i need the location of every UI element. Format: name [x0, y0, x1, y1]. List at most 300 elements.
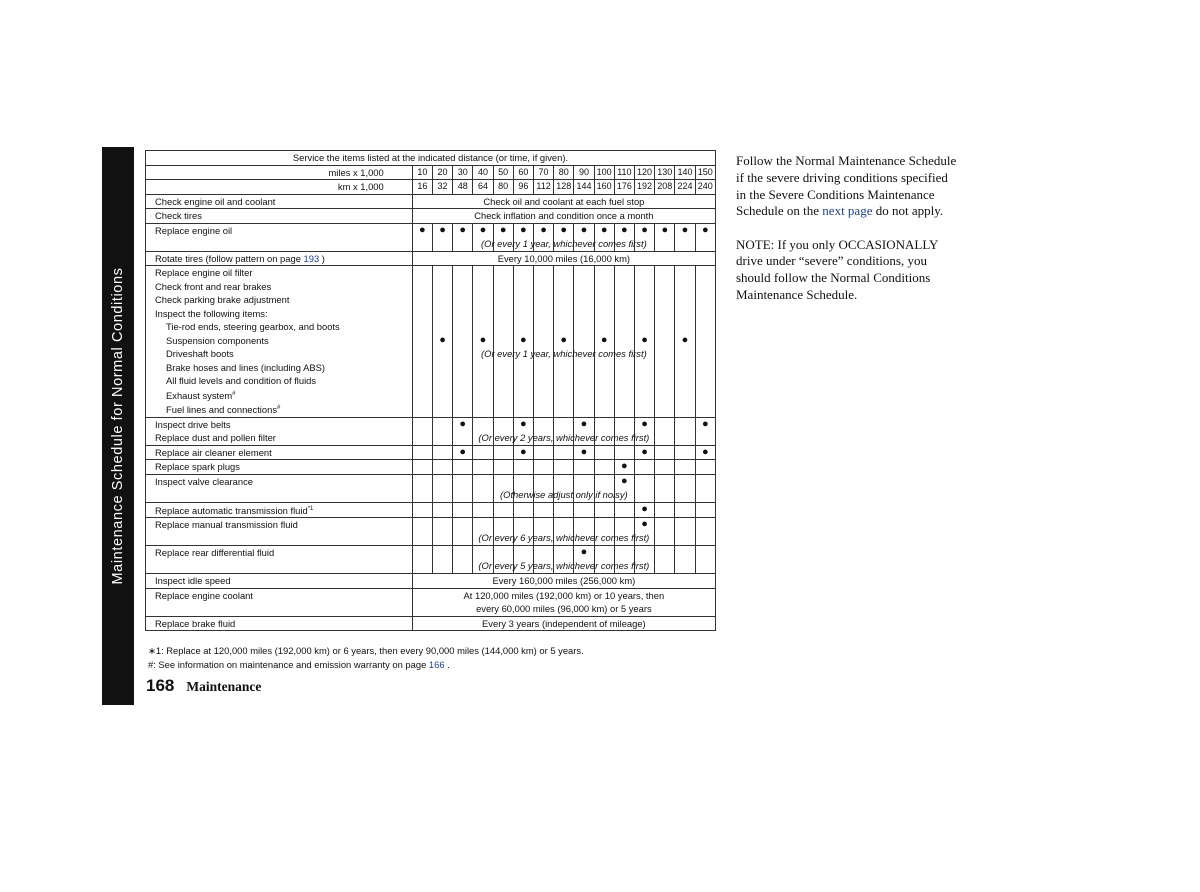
rear-diff-label — [146, 546, 413, 560]
schedule-cell — [493, 266, 513, 280]
miles-value: 100 — [594, 165, 614, 180]
schedule-cell — [594, 502, 614, 518]
note-2-years: (Or every 2 years, whichever comes first) — [478, 431, 650, 443]
inspection-group-row — [146, 402, 716, 417]
schedule-cell — [655, 388, 675, 403]
footnote-2 — [148, 659, 450, 670]
schedule-cell — [513, 402, 533, 417]
intro-end: do not apply. — [872, 203, 944, 219]
schedule-cell — [432, 402, 452, 417]
schedule-cell — [655, 280, 675, 294]
note-noisy: (Otherwise adjust only if noisy) — [500, 488, 628, 500]
schedule-cell — [594, 431, 614, 445]
schedule-cell — [473, 460, 493, 475]
schedule-cell — [675, 460, 695, 475]
km-row — [146, 180, 716, 195]
km-value: 144 — [574, 180, 594, 195]
schedule-cell — [614, 347, 634, 361]
schedule-cell — [634, 532, 654, 546]
schedule-cell — [493, 417, 513, 431]
service-dot — [412, 223, 432, 237]
schedule-cell — [412, 546, 432, 560]
schedule-cell — [695, 361, 715, 375]
page-footer — [146, 676, 261, 696]
schedule-cell — [655, 532, 675, 546]
schedule-cell — [513, 320, 533, 334]
schedule-cell — [473, 445, 493, 460]
schedule-cell — [594, 488, 614, 502]
schedule-cell — [675, 293, 695, 307]
schedule-cell — [695, 334, 715, 348]
schedule-cell — [574, 388, 594, 403]
schedule-cell — [493, 560, 513, 574]
dot-mark: ● — [419, 223, 426, 236]
schedule-cell — [634, 293, 654, 307]
schedule-cell — [614, 280, 634, 294]
schedule-cell — [695, 560, 715, 574]
schedule-cell — [695, 474, 715, 488]
km-value: 48 — [453, 180, 473, 195]
schedule-cell — [634, 488, 654, 502]
km-value: 240 — [695, 180, 715, 195]
service-dot — [453, 223, 473, 237]
schedule-cell — [614, 361, 634, 375]
schedule-cell — [453, 266, 473, 280]
schedule-cell — [594, 388, 614, 403]
schedule-cell — [614, 445, 634, 460]
schedule-cell — [453, 347, 473, 361]
dot-mark: ● — [479, 333, 487, 346]
schedule-cell — [473, 431, 493, 445]
schedule-cell — [493, 532, 513, 546]
schedule-cell — [412, 374, 432, 388]
miles-value: 110 — [614, 165, 634, 180]
schedule-cell — [695, 388, 715, 403]
mtf-label — [146, 532, 413, 546]
label-text: Suspension components — [166, 334, 269, 346]
label-text: Replace engine oil filter — [155, 267, 253, 278]
service-dot — [675, 334, 695, 348]
inspection-group-row — [146, 293, 716, 307]
schedule-cell — [634, 460, 654, 475]
inspection-group-label — [146, 266, 413, 280]
rotate-end: ) — [319, 252, 325, 264]
schedule-cell — [533, 334, 553, 348]
inspection-group-label — [146, 374, 413, 388]
label-text: Replace spark plugs — [155, 461, 240, 473]
inspection-group-row — [146, 374, 716, 388]
service-dot — [453, 417, 473, 431]
schedule-cell — [614, 488, 634, 502]
dot-mark: ● — [520, 417, 527, 430]
footnote-1: ∗1: Replace at 120,000 miles (192,000 km) or 6 years, then every 90,000 miles (144,000 km) or 5 years. — [148, 645, 584, 656]
schedule-cell — [493, 488, 513, 502]
schedule-cell — [453, 431, 473, 445]
km-value: 112 — [533, 180, 553, 195]
miles-value: 50 — [493, 165, 513, 180]
service-dot — [634, 223, 654, 237]
coolant-row — [146, 588, 716, 602]
schedule-cell — [513, 347, 533, 361]
note-1-year: (Or every 1 year, whichever comes first) — [481, 237, 647, 249]
schedule-cell — [695, 293, 715, 307]
schedule-cell — [473, 307, 493, 321]
page-section: Maintenance — [186, 679, 262, 694]
maintenance-schedule-table — [145, 150, 716, 631]
schedule-cell — [513, 374, 533, 388]
schedule-cell — [614, 237, 634, 251]
spark-plugs-row — [146, 460, 716, 475]
schedule-cell — [493, 445, 513, 460]
schedule-cell — [574, 402, 594, 417]
schedule-cell — [513, 237, 533, 251]
inspection-group-label — [146, 320, 413, 334]
schedule-cell — [695, 237, 715, 251]
schedule-cell — [675, 546, 695, 560]
schedule-cell — [513, 293, 533, 307]
label-text: Check front and rear brakes — [155, 280, 272, 292]
schedule-cell — [655, 320, 675, 334]
schedule-cell — [412, 532, 432, 546]
air-cleaner-label — [146, 445, 413, 460]
schedule-cell — [412, 445, 432, 460]
schedule-cell — [554, 502, 574, 518]
label-text: Inspect valve clearance — [155, 475, 253, 487]
schedule-cell — [634, 320, 654, 334]
replace-engine-oil-row — [146, 237, 716, 251]
service-dot — [634, 417, 654, 431]
dot-mark: ● — [621, 474, 628, 487]
service-dot — [655, 223, 675, 237]
schedule-cell — [634, 374, 654, 388]
schedule-cell — [533, 546, 553, 560]
schedule-cell — [432, 361, 452, 375]
dot-mark: ● — [520, 333, 527, 346]
dot-mark: ● — [701, 445, 709, 458]
service-dot — [614, 474, 634, 488]
side-tab — [102, 147, 134, 705]
mtf-row — [146, 518, 716, 532]
schedule-cell — [634, 361, 654, 375]
schedule-cell — [432, 460, 452, 475]
note-5-years: (Or every 5 years, whichever comes first) — [478, 560, 650, 572]
valve-clearance-label — [146, 474, 413, 488]
service-dot — [634, 334, 654, 348]
km-value: 32 — [432, 180, 452, 195]
service-dot — [594, 223, 614, 237]
schedule-cell — [412, 402, 432, 417]
schedule-cell — [594, 560, 614, 574]
schedule-cell — [513, 361, 533, 375]
schedule-cell — [675, 266, 695, 280]
miles-value: 40 — [473, 165, 493, 180]
note-1-year-group: (Or every 1 year, whichever comes first) — [481, 347, 647, 359]
intro-paragraph — [736, 153, 961, 220]
schedule-cell — [412, 293, 432, 307]
rotate-page-link[interactable]: 193 — [303, 252, 320, 264]
km-value: 80 — [493, 180, 513, 195]
schedule-cell — [533, 361, 553, 375]
check-oil-coolant-label: Check engine oil and coolant — [146, 194, 413, 209]
miles-value: 140 — [675, 165, 695, 180]
dot-mark: ● — [681, 333, 689, 346]
schedule-cell — [533, 402, 553, 417]
km-value: 208 — [655, 180, 675, 195]
schedule-cell — [453, 374, 473, 388]
service-dot — [554, 223, 574, 237]
valve-clearance-row — [146, 488, 716, 502]
schedule-cell — [554, 488, 574, 502]
valve-clearance-row — [146, 474, 716, 488]
schedule-cell — [675, 361, 695, 375]
schedule-cell — [453, 546, 473, 560]
label-text: Check parking brake adjustment — [155, 294, 290, 305]
schedule-cell — [533, 460, 553, 475]
idle-speed-label: Inspect idle speed — [146, 574, 413, 589]
next-page-link[interactable]: next page — [822, 203, 873, 219]
schedule-cell — [695, 518, 715, 532]
coolant-value-1: At 120,000 miles (192,000 km) or 10 years, then — [412, 588, 715, 602]
dot-mark: ● — [701, 223, 709, 236]
schedule-cell — [473, 474, 493, 488]
schedule-cell — [634, 388, 654, 403]
check-oil-coolant-row — [146, 194, 716, 209]
schedule-cell — [634, 237, 654, 251]
schedule-cell — [473, 518, 493, 532]
schedule-cell — [614, 320, 634, 334]
intro-text: Follow the Normal Maintenance Schedule if the severe driving conditions specified in the Severe Conditions Maintenance Schedule on the — [736, 153, 957, 219]
replace-engine-oil-row — [146, 223, 716, 237]
dot-mark: ● — [701, 417, 709, 430]
schedule-cell — [594, 474, 614, 488]
rear-diff-label — [146, 560, 413, 574]
schedule-cell — [675, 374, 695, 388]
label-text: Inspect the following items: — [155, 307, 268, 319]
dot-mark: ● — [641, 223, 648, 236]
schedule-cell — [655, 488, 675, 502]
dot-mark: ● — [580, 546, 588, 559]
schedule-cell — [634, 280, 654, 294]
right-column — [736, 153, 961, 320]
schedule-cell — [432, 502, 452, 518]
schedule-cell — [634, 546, 654, 560]
schedule-cell — [432, 431, 452, 445]
service-dot — [513, 223, 533, 237]
miles-value: 120 — [634, 165, 654, 180]
schedule-cell — [473, 388, 493, 403]
schedule-cell — [594, 361, 614, 375]
service-dot — [513, 334, 533, 348]
schedule-cell — [533, 518, 553, 532]
schedule-cell — [554, 280, 574, 294]
schedule-cell — [614, 560, 634, 574]
inspection-group-row — [146, 280, 716, 294]
schedule-cell — [473, 266, 493, 280]
schedule-cell — [533, 474, 553, 488]
schedule-cell — [412, 460, 432, 475]
dot-mark: ● — [560, 333, 568, 346]
schedule-cell — [533, 388, 553, 403]
replace-engine-oil-label — [146, 237, 413, 251]
schedule-cell — [675, 431, 695, 445]
schedule-cell — [453, 460, 473, 475]
schedule-cell — [473, 361, 493, 375]
service-dot — [574, 445, 594, 460]
schedule-cell — [473, 532, 493, 546]
coolant-row-2 — [146, 602, 716, 616]
service-dot — [554, 334, 574, 348]
schedule-cell — [574, 502, 594, 518]
schedule-cell — [614, 502, 634, 518]
schedule-cell — [513, 546, 533, 560]
schedule-cell — [533, 374, 553, 388]
schedule-cell — [473, 280, 493, 294]
schedule-cell — [695, 266, 715, 280]
service-dot — [473, 334, 493, 348]
schedule-cell — [574, 474, 594, 488]
service-dot — [432, 223, 452, 237]
footnote-2-page-link[interactable]: 166 — [428, 659, 445, 670]
service-dot — [695, 223, 715, 237]
schedule-cell — [554, 460, 574, 475]
inspection-group-label — [146, 388, 413, 403]
atf-label — [146, 502, 413, 518]
dot-mark: ● — [621, 460, 628, 473]
table-header: Service the items listed at the indicated distance (or time, if given). — [146, 151, 716, 166]
service-dot — [513, 417, 533, 431]
schedule-cell — [675, 560, 695, 574]
schedule-cell — [594, 460, 614, 475]
dot-mark: ● — [560, 223, 568, 236]
check-oil-coolant-value: Check oil and coolant at each fuel stop — [412, 194, 715, 209]
side-tab-label: Maintenance Schedule for Normal Conditions — [110, 267, 126, 585]
belts-dust-row — [146, 417, 716, 431]
miles-value: 70 — [533, 165, 553, 180]
inspection-group-label — [146, 280, 413, 294]
label-text: Brake hoses and lines (including ABS) — [166, 361, 325, 373]
schedule-cell — [513, 280, 533, 294]
schedule-cell — [695, 532, 715, 546]
schedule-cell — [453, 474, 473, 488]
service-dot — [574, 546, 594, 560]
km-value: 96 — [513, 180, 533, 195]
inspection-group-label — [146, 402, 413, 417]
schedule-cell — [432, 347, 452, 361]
schedule-cell — [594, 518, 614, 532]
schedule-cell — [533, 502, 553, 518]
schedule-cell — [453, 320, 473, 334]
schedule-cell — [412, 307, 432, 321]
schedule-cell — [432, 237, 452, 251]
schedule-cell — [695, 431, 715, 445]
schedule-cell — [412, 388, 432, 403]
schedule-cell — [695, 320, 715, 334]
schedule-cell — [554, 546, 574, 560]
schedule-cell — [493, 320, 513, 334]
schedule-cell — [513, 460, 533, 475]
schedule-cell — [594, 320, 614, 334]
schedule-cell — [634, 402, 654, 417]
schedule-cell — [574, 460, 594, 475]
schedule-cell — [675, 347, 695, 361]
schedule-cell — [574, 280, 594, 294]
belts-dust-row — [146, 431, 716, 445]
dot-mark: ● — [621, 223, 628, 236]
atf-row — [146, 502, 716, 518]
schedule-cell — [473, 502, 493, 518]
air-cleaner-row — [146, 445, 716, 460]
schedule-cell — [695, 460, 715, 475]
schedule-cell — [453, 502, 473, 518]
schedule-cell — [432, 280, 452, 294]
note-6-years: (Or every 6 years, whichever comes first) — [478, 532, 650, 544]
schedule-cell — [412, 560, 432, 574]
schedule-cell — [513, 532, 533, 546]
dot-mark: ● — [459, 445, 467, 458]
schedule-cell — [493, 293, 513, 307]
idle-speed-value: Every 160,000 miles (256,000 km) — [412, 574, 715, 589]
schedule-cell — [574, 307, 594, 321]
schedule-cell — [473, 237, 493, 251]
schedule-cell — [432, 474, 452, 488]
schedule-cell — [675, 307, 695, 321]
schedule-cell — [533, 560, 553, 574]
inspection-group-row — [146, 266, 716, 280]
schedule-cell — [412, 361, 432, 375]
schedule-cell — [493, 431, 513, 445]
dot-mark: ● — [580, 223, 588, 236]
idle-speed-row — [146, 574, 716, 589]
schedule-cell — [432, 546, 452, 560]
schedule-cell — [513, 488, 533, 502]
dot-mark: ● — [600, 223, 608, 236]
schedule-cell — [594, 546, 614, 560]
schedule-cell — [432, 518, 452, 532]
schedule-cell — [412, 347, 432, 361]
schedule-cell — [493, 307, 513, 321]
schedule-cell — [655, 237, 675, 251]
schedule-cell — [655, 445, 675, 460]
schedule-cell — [493, 334, 513, 348]
miles-row — [146, 165, 716, 180]
schedule-cell — [655, 431, 675, 445]
schedule-cell — [695, 502, 715, 518]
schedule-cell — [493, 546, 513, 560]
schedule-cell — [473, 546, 493, 560]
coolant-value-2: every 60,000 miles (96,000 km) or 5 years — [412, 602, 715, 616]
schedule-cell — [554, 518, 574, 532]
miles-value: 20 — [432, 165, 452, 180]
schedule-cell — [675, 502, 695, 518]
schedule-cell — [432, 293, 452, 307]
miles-value: 130 — [655, 165, 675, 180]
label-text: Replace engine oil — [155, 224, 233, 236]
schedule-cell — [453, 280, 473, 294]
miles-label: miles x 1,000 — [146, 165, 413, 180]
mtf-row — [146, 532, 716, 546]
schedule-cell — [655, 293, 675, 307]
service-dot — [473, 223, 493, 237]
km-label: km x 1,000 — [146, 180, 413, 195]
schedule-cell — [574, 361, 594, 375]
schedule-cell — [695, 546, 715, 560]
schedule-cell — [513, 266, 533, 280]
schedule-cell — [655, 334, 675, 348]
schedule-cell — [453, 334, 473, 348]
miles-value: 80 — [554, 165, 574, 180]
schedule-cell — [412, 488, 432, 502]
schedule-cell — [453, 402, 473, 417]
